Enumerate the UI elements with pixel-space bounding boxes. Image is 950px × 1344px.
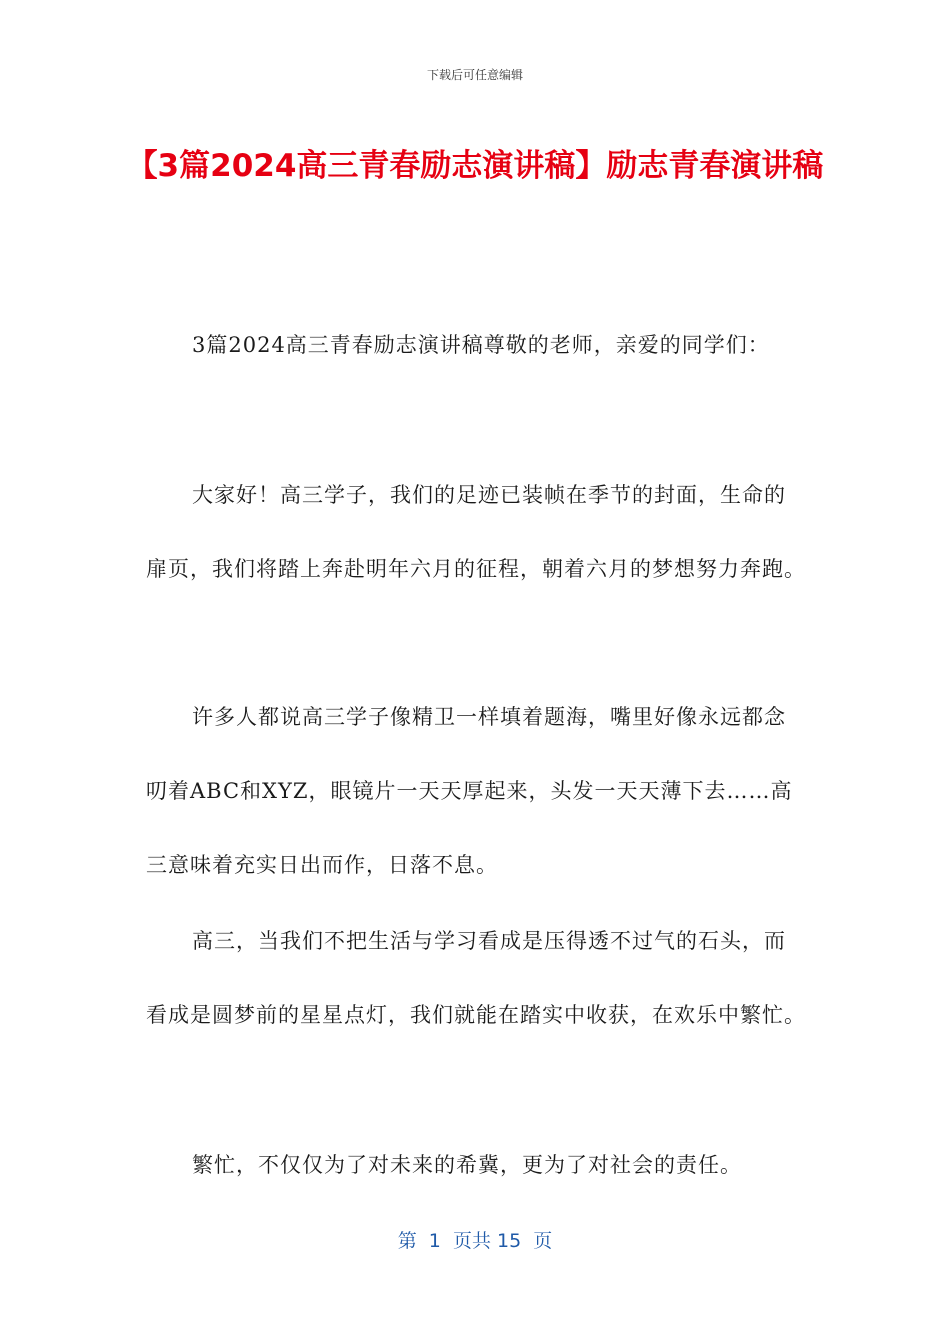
paragraph-2: 许多人都说高三学子像精卫一样填着题海，嘴里好像永远都念叨着ABC和XYZ，眼镜片一天天厚起来，头发一天天薄下去……高三意味着充实日出而作，日落不息。 [146,705,793,877]
paragraph-1: 大家好！高三学子，我们的足迹已装帧在季节的封面，生命的扉页，我们将踏上奔赴明年六月的征程，朝着六月的梦想努力奔跑。 [146,483,806,581]
header-note: 下载后可任意编辑 [426,68,523,82]
paragraph-3: 高三，当我们不把生活与学习看成是压得透不过气的石头，而看成是圆梦前的星星点灯，我们就能在踏实中收获，在欢乐中繁忙。 [146,929,806,1027]
document-title: 【3篇2024高三青春励志演讲稿】励志青春演讲稿 [126,148,824,184]
page-footer: 第 1 页共 15 页 [397,1230,553,1252]
paragraph-4: 繁忙，不仅仅为了对未来的希冀，更为了对社会的责任。 [192,1153,742,1177]
paragraph-greeting: 3篇2024高三青春励志演讲稿尊敬的老师，亲爱的同学们： [192,333,770,357]
